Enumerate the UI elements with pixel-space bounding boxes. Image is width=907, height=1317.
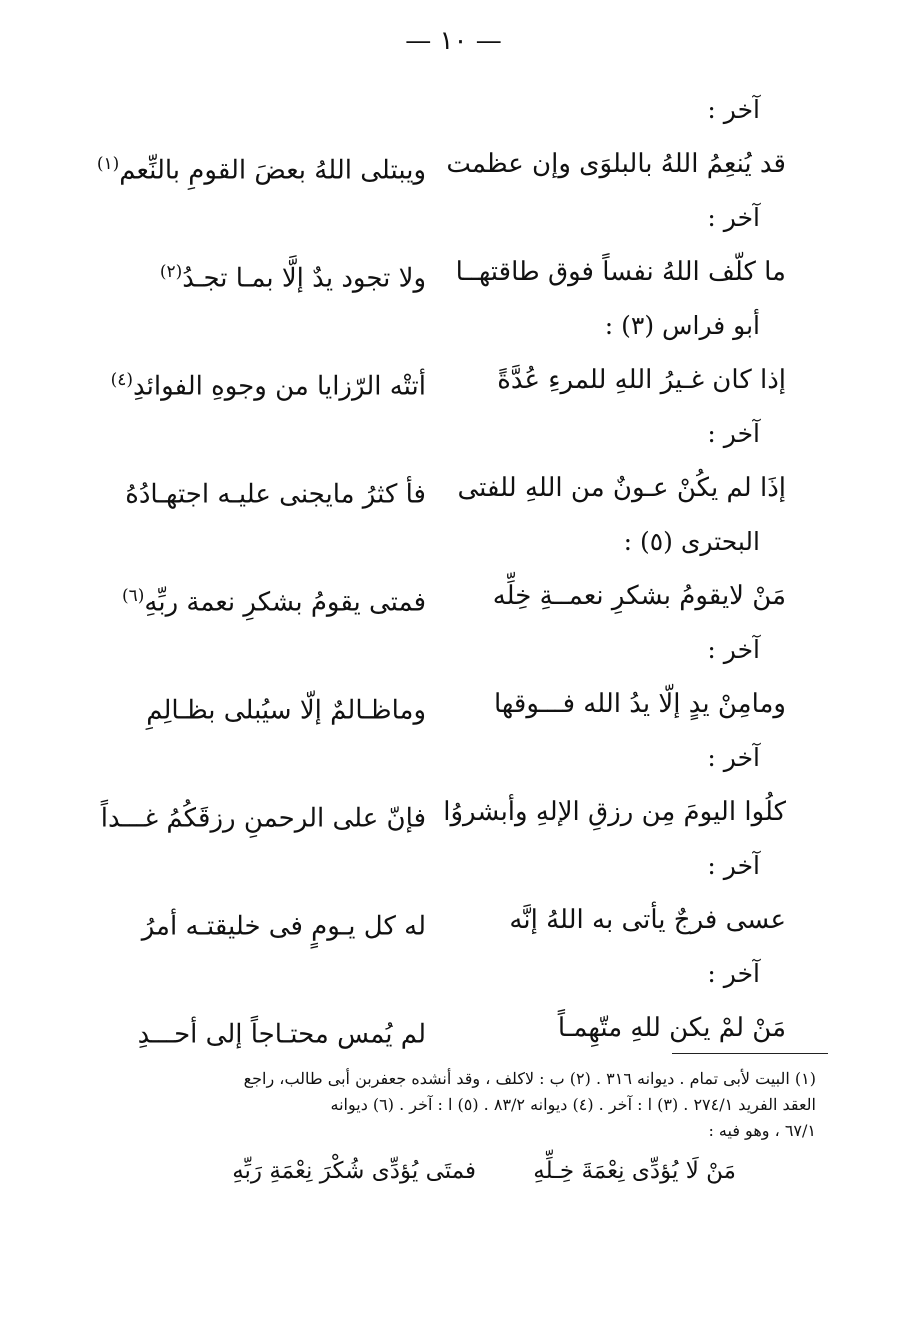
footnote-marker: (٤): [110, 370, 134, 390]
poem-block: [96, 844, 786, 952]
footnote-line: ٦٧/١ ، وهو فيه :: [708, 1121, 816, 1140]
poet-label: آخر :: [707, 851, 760, 880]
verse-line: [96, 240, 786, 304]
first-hemistich: إذَا لم يكُنْ عـونٌ من اللهِ للفتى: [457, 473, 786, 503]
poet-label: آخر :: [707, 743, 760, 772]
footnote-marker: (١): [96, 154, 120, 174]
second-hemistich-text: أتتْه الرّزايا من وجوهِ الفوائدِ: [133, 371, 426, 402]
first-hemistich: مَنْ لمْ يكن للهِ متّهِمـاً: [557, 1013, 786, 1043]
first-hemistich: ومامِنْ يدٍ إلّا يدُ الله فـــوقها: [493, 689, 786, 719]
second-hemistich-text: ويبتلى اللهُ بعضَ القومِ بالنِّعم: [119, 155, 426, 186]
poet-label: البحترى (٥) :: [623, 527, 760, 556]
second-hemistich: [156, 240, 426, 311]
second-hemistich-text: ولا تجود يدٌ إلَّا بمـا تجـدُ: [182, 263, 426, 294]
second-hemistich-text: فإنّ على الرحمنِ رزقَكُمُ غـــداً: [100, 803, 426, 834]
verse-line: [96, 348, 786, 412]
footnote-first-hemistich: مَنْ لَا يُؤدِّى نِعْمَةَ خِـلِّهِ: [533, 1158, 736, 1184]
second-hemistich-text: وماظـالمٌ إلّا سيُبلى بظـالِمِ: [146, 695, 426, 726]
second-hemistich-text: لم يُمس محتـاجاً إلى أحـــدِ: [137, 1019, 426, 1050]
poem-block: [96, 304, 786, 412]
first-hemistich: عسى فرجٌ يأتى به اللهُ إنَّه: [509, 905, 786, 935]
poet-label: أبو فراس (٣) :: [604, 311, 760, 340]
second-hemistich-text: فأ كثرُ مايجنى عليـه اجتهـادُهُ: [125, 479, 426, 510]
poet-label: آخر :: [707, 635, 760, 664]
first-hemistich: قد يُنعِمُ اللهُ بالبلوَى وإن عظمت: [446, 149, 786, 179]
first-hemistich: مَنْ لايقومُ بشكرِ نعمــةِ خِلِّه: [492, 581, 786, 611]
second-hemistich: [97, 780, 426, 851]
first-hemistich: ما كلّف اللهُ نفساً فوق طاقتهــا: [455, 257, 786, 287]
second-hemistich: [142, 672, 426, 743]
poem-block: [96, 88, 786, 196]
poem-section: [96, 88, 786, 1060]
poet-label: آخر :: [707, 203, 760, 232]
poem-block: [96, 196, 786, 304]
footnote-line: العقد الفريد ٢٧٤/١ . (٣) ا : آخر . (٤) ديوانه ٨٣/٢ . (٥) ا : آخر . (٦) ديوانه: [330, 1095, 816, 1114]
verse-line: [96, 456, 786, 520]
second-hemistich: [118, 564, 426, 635]
poem-block: [96, 412, 786, 520]
verse-line: [96, 672, 786, 736]
page-number: — ١٠ —: [405, 26, 502, 56]
footnote-verse: [96, 1148, 816, 1194]
verse-line: [96, 780, 786, 844]
poem-block: [96, 736, 786, 844]
footnotes: [96, 1066, 816, 1194]
second-hemistich: [93, 132, 426, 203]
footnote-marker: (٦): [122, 586, 145, 606]
poem-block: [96, 952, 786, 1060]
footnote-second-hemistich: فمتَى يُؤدِّى شُكْرَ نِعْمَةِ رَبِّهِ: [232, 1158, 476, 1184]
verse-line: [96, 564, 786, 628]
poem-block: [96, 520, 786, 628]
second-hemistich: [138, 888, 426, 959]
second-hemistich: [134, 996, 426, 1067]
second-hemistich: [107, 348, 426, 419]
footnote-divider: [672, 1053, 828, 1054]
verse-line: [96, 132, 786, 196]
second-hemistich-text: له كل يـومٍ فى خليقتـه أمرُ: [141, 911, 426, 942]
poet-label: آخر :: [707, 419, 760, 448]
verse-line: [96, 996, 786, 1060]
poet-label: آخر :: [707, 959, 760, 988]
verse-line: [96, 888, 786, 952]
first-hemistich: كلُوا اليومَ مِن رزقِ الإلهِ وأبشروُا: [443, 797, 786, 827]
first-hemistich: إذا كان غـيرُ اللهِ للمرءِ عُدَّةً: [497, 365, 786, 395]
poet-label: آخر :: [707, 95, 760, 124]
footnote-line: (١) البيت لأبى تمام . ديوانه ٣١٦ . (٢) ب : لاكلف ، وقد أنشده جعفربن أبى طالب، راجع: [243, 1069, 816, 1088]
second-hemistich: [121, 456, 426, 527]
footnote-marker: (٢): [159, 262, 183, 282]
poem-block: [96, 628, 786, 736]
second-hemistich-text: فمتى يقومُ بشكرِ نعمة ربِّهِ: [144, 587, 426, 618]
